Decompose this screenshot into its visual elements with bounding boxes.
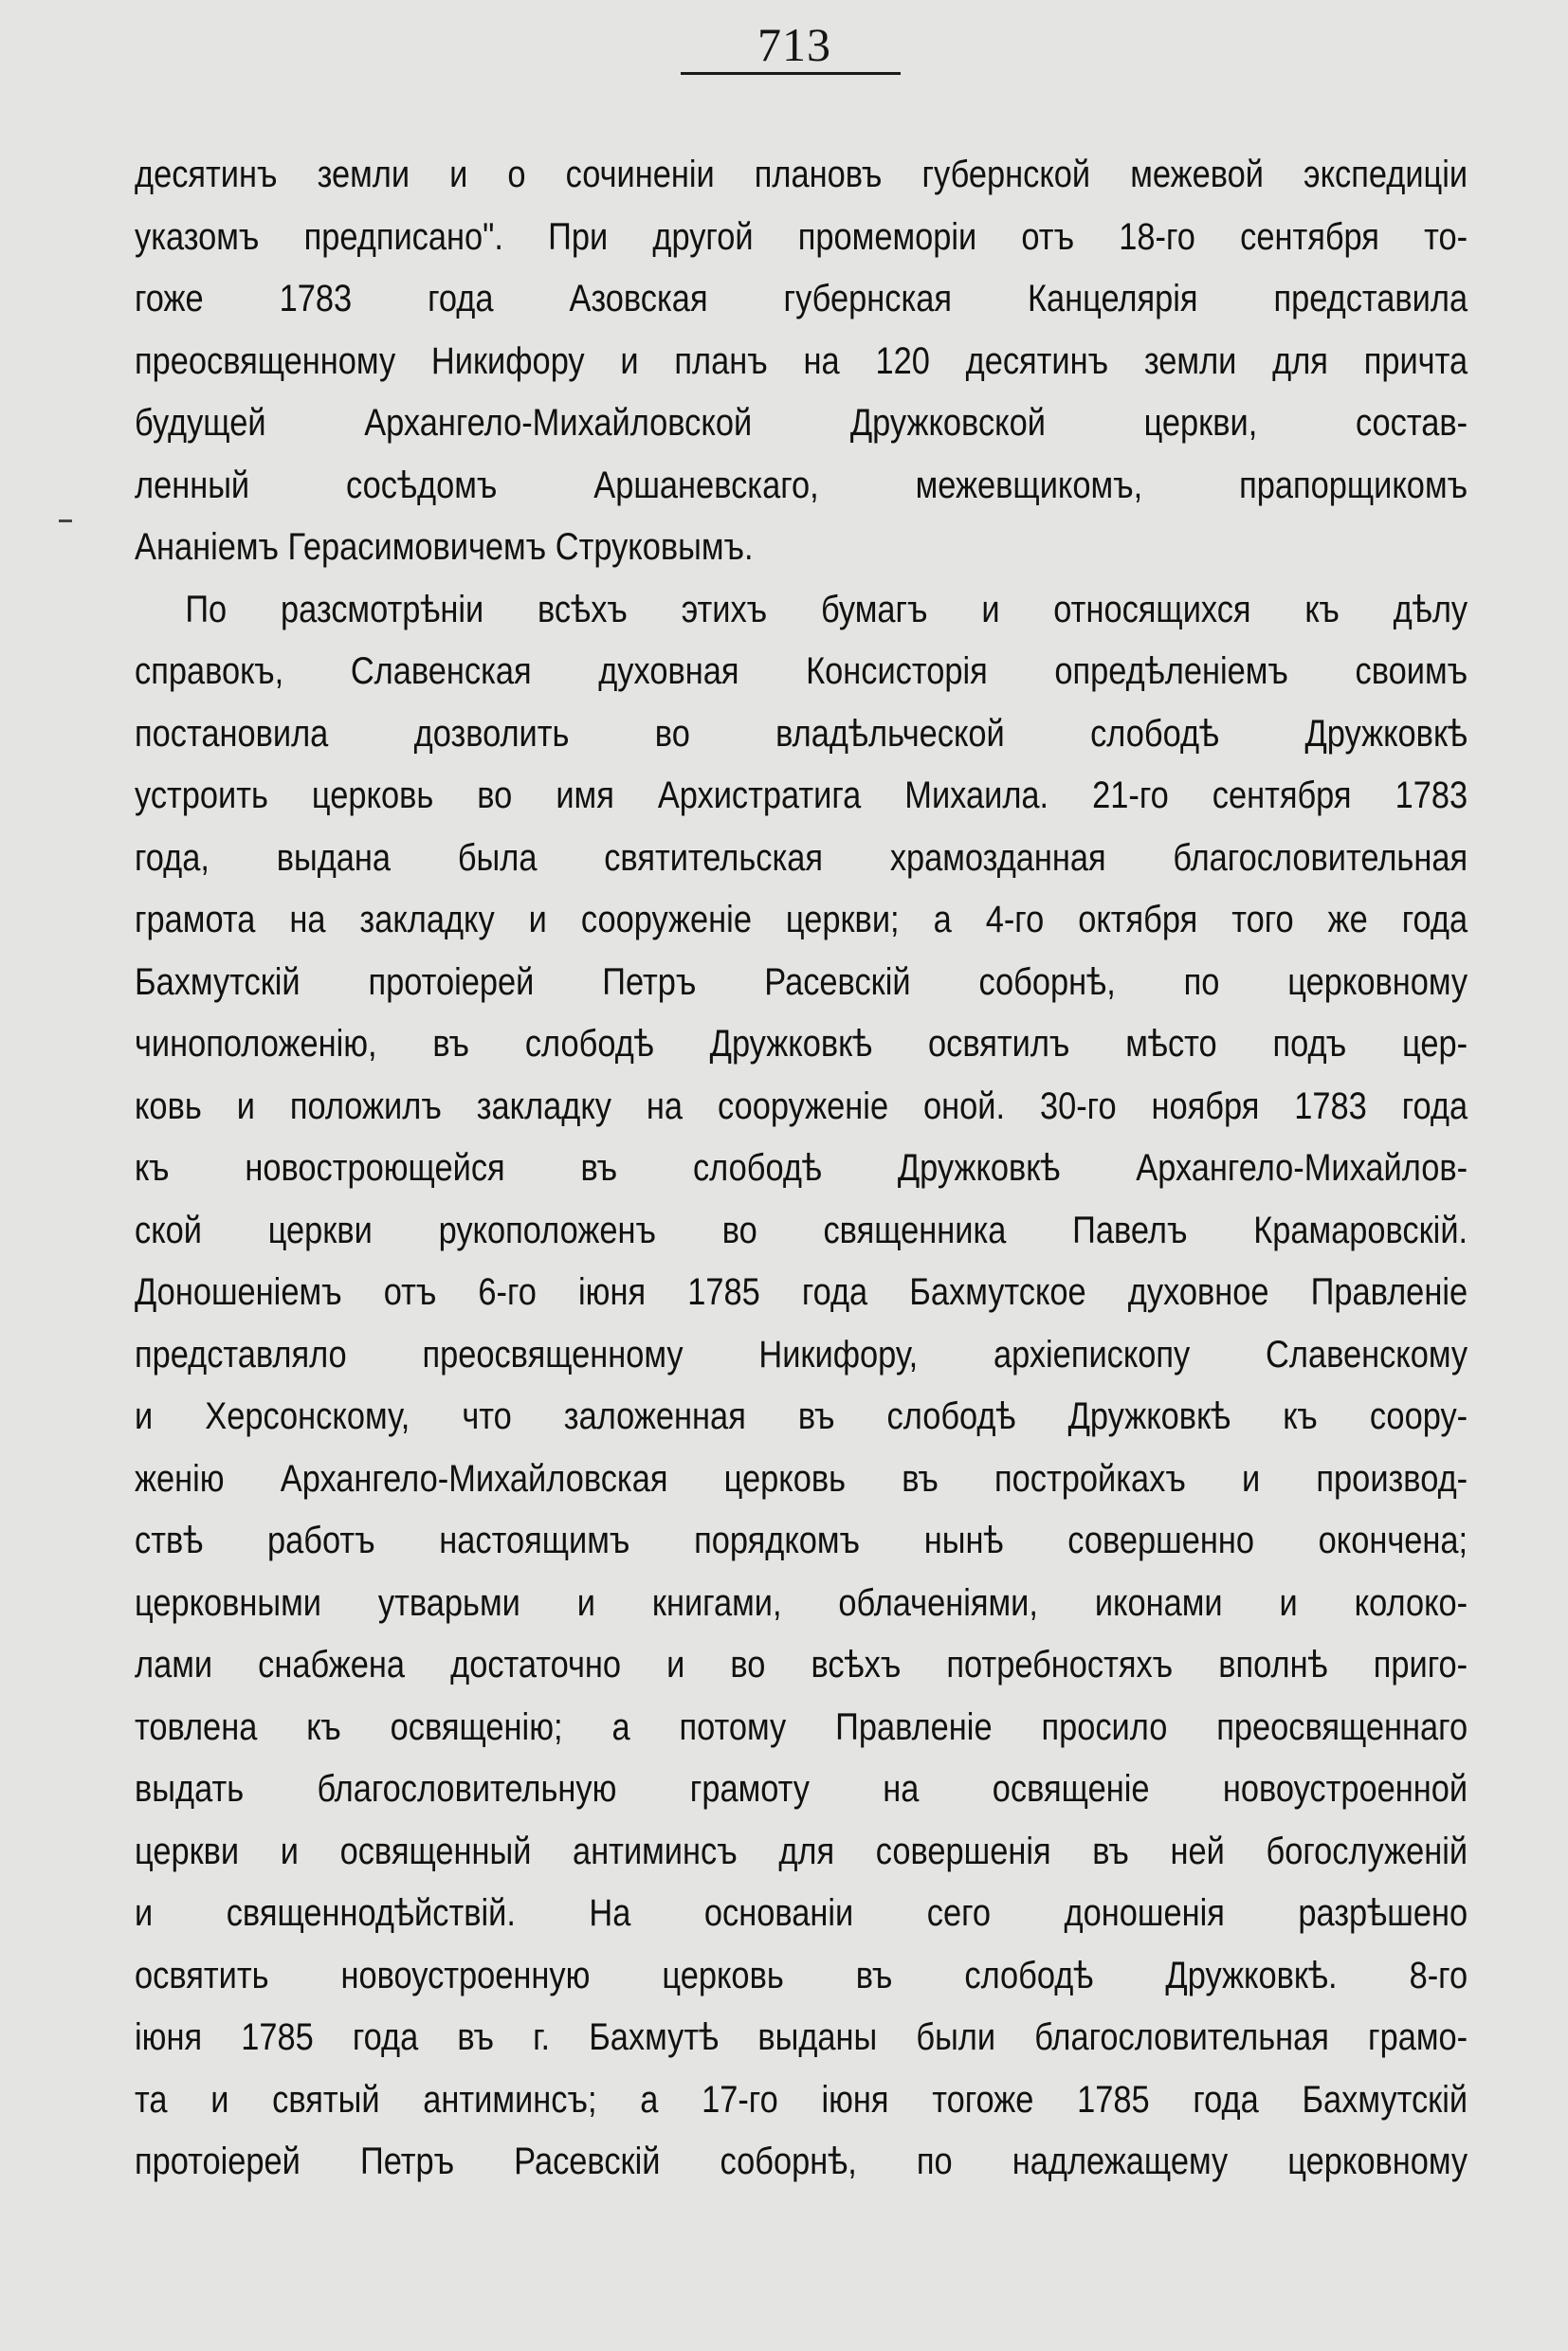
- text-line: грамота на закладку и сооруженіе церкви; а 4-го октября того же года: [135, 899, 1468, 940]
- text-line: та и святый антиминсъ; а 17-го іюня тогоже 1785 года Бахмутскій: [135, 2078, 1468, 2121]
- text-line: десятинъ земли и о сочиненіи плановъ губернской межевой экспедиціи: [135, 154, 1468, 195]
- text-line: устроить церковь во имя Архистратига Михаила. 21-го сентября 1783: [135, 775, 1468, 816]
- page-number: 713: [757, 18, 831, 71]
- text-line: представляло преосвященному Никифору, архіепископу Славенскому: [135, 1333, 1468, 1376]
- text-line: церковными утварьми и книгами, облаченіями, иконами и колоко-: [135, 1581, 1468, 1624]
- text-line: Доношеніемъ отъ 6-го іюня 1785 года Бахмутское духовное Правленіе: [135, 1271, 1468, 1313]
- text-line: справокъ, Славенская духовная Консисторія опредѣленіемъ своимъ: [135, 650, 1468, 692]
- text-line: ковь и положилъ закладку на сооруженіе оной. 30-го ноября 1783 года: [135, 1084, 1468, 1127]
- text-line: постановила дозволить во владѣльческой слободѣ Дружковкѣ: [135, 712, 1468, 755]
- text-line: лами снабжена достаточно и во всѣхъ потребностяхъ вполнѣ приго-: [135, 1644, 1468, 1686]
- text-line: и священнодѣйствій. На основаніи сего доношенія разрѣшено: [135, 1892, 1468, 1934]
- text-line: будущей Архангело-Михайловской Дружковской церкви, состав-: [135, 402, 1468, 444]
- text-line: ской церкви рукоположенъ во священника Павелъ Крамаровскій.: [135, 1209, 1468, 1251]
- text-line: протоіерей Петръ Расевскій соборнѣ, по надлежащему церковному: [135, 2141, 1468, 2182]
- margin-mark: [59, 519, 72, 522]
- text-line: Ананіемъ Герасимовичемъ Струковымъ.: [135, 526, 754, 568]
- paragraph-first-line: По разсмотрѣніи всѣхъ этихъ бумагъ и относящихся къ дѣлу: [185, 588, 1468, 630]
- text-line: къ новостроющейся въ слободѣ Дружковкѣ Архангело-Михайлов-: [135, 1147, 1468, 1189]
- text-line: освятить новоустроенную церковь въ слободѣ Дружковкѣ. 8-го: [135, 1954, 1468, 1996]
- body-text: [135, 144, 1468, 2194]
- text-line: указомъ предписано". При другой промеморіи отъ 18-го сентября то-: [135, 215, 1468, 258]
- text-line: преосвященному Никифору и планъ на 120 десятинъ земли для причта: [135, 339, 1468, 382]
- text-line: года, выдана была святительская храмозданная благословительная: [135, 836, 1468, 879]
- text-line: чиноположенію, въ слободѣ Дружковкѣ освятилъ мѣсто подъ цер-: [135, 1023, 1468, 1065]
- header-rule: [681, 72, 901, 75]
- text-line: выдать благословительную грамоту на освященіе новоустроенной: [135, 1768, 1468, 1810]
- text-line: товлена къ освященію; а потому Правленіе просило преосвященнаго: [135, 1705, 1468, 1748]
- text-line: ленный сосѣдомъ Аршаневскаго, межевщикомъ, прапорщикомъ: [135, 464, 1468, 506]
- text-line: и Херсонскому, что заложенная въ слободѣ Дружковкѣ къ соору-: [135, 1395, 1468, 1437]
- text-line: іюня 1785 года въ г. Бахмутѣ выданы были благословительная грамо-: [135, 2016, 1468, 2058]
- text-line: ствѣ работъ настоящимъ порядкомъ нынѣ совершенно окончена;: [135, 1520, 1468, 1561]
- text-line: гоже 1783 года Азовская губернская Канцелярія представила: [135, 278, 1468, 319]
- text-line: церкви и освященный антиминсъ для совершенія въ ней богослуженій: [135, 1830, 1468, 1872]
- text-line: женію Архангело-Михайловская церковь въ постройкахъ и производ-: [135, 1457, 1468, 1500]
- text-line: Бахмутскій протоіерей Петръ Расевскій соборнѣ, по церковному: [135, 960, 1468, 1003]
